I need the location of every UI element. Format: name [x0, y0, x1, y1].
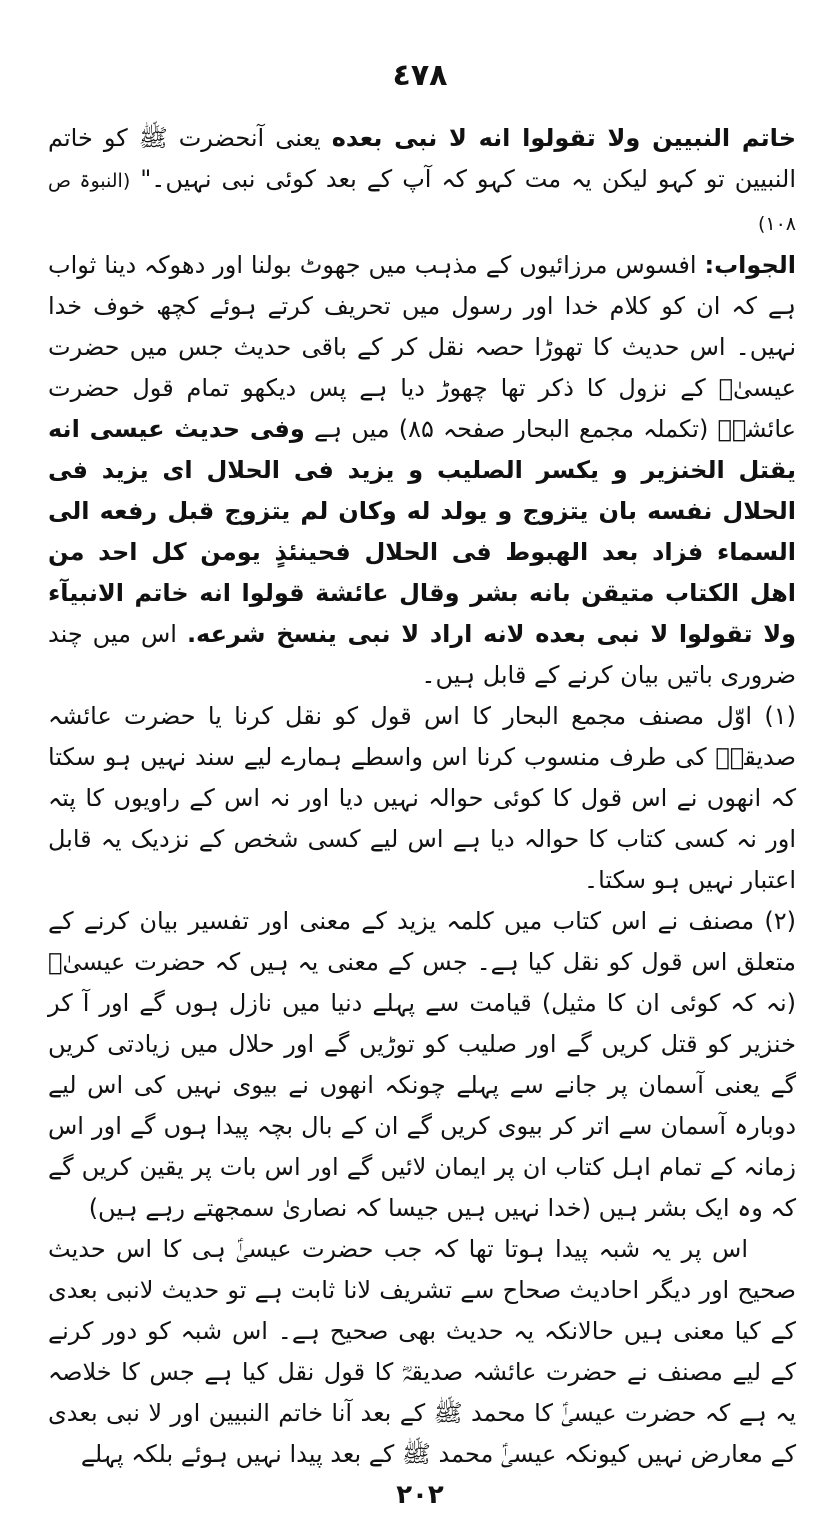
reference-citation: (النبوۃ ص ۱۰۸) — [48, 170, 796, 235]
urdu-text: یعنی آنحضرت ﷺ کو خاتم النبیین تو کہو لیکن یہ مت کہو کہ آپ کے بعد کوئی نبی نہیں۔" — [48, 124, 796, 193]
paragraph-point-1: (۱) اوّل مصنف مجمع البحار کا اس قول کو نقل کرنا یا حضرت عائشہ صدیقہؓ کی طرف منسوب کرنا اس واسطے ہمارے لیے سند نہیں ہو سکتا کہ انھوں نے اس قول کا کوئی حوالہ نہیں دیا اور نہ اس کے راویوں کا پتہ اور نہ کسی کتاب کا حوالہ دیا ہے اس لیے کسی شخص کے نزدیک یہ قابل اعتبار نہیں ہو سکتا۔ — [48, 702, 796, 894]
paragraph-answer — [48, 245, 796, 696]
bottom-page-number: ٢٠٢ — [396, 1480, 444, 1510]
page-text-body — [48, 118, 796, 1475]
arabic-quote: خاتم النبیین ولا تقولوا انه لا نبی بعده — [331, 124, 796, 152]
paragraph-point-2: (۲) مصنف نے اس کتاب میں کلمہ یزید کے معنی اور تفسیر بیان کرنے کے متعلق اس قول کو نقل کیا ہے۔ جس کے معنی یہ ہیں کہ حضرت عیسیٰؑ (نہ کہ کوئی ان کا مثیل) قیامت سے پہلے دنیا میں نازل ہوں گے اور آ کر خنزیر کو قتل کریں گے اور صلیب کو توڑیں گے اور حلال میں زیادتی کریں گے یعنی آسمان پر جانے سے پہلے چونکہ انھوں نے بیوی نہیں کی اس لیے دوبارہ آسمان سے اتر کر بیوی کریں گے ان کے بال بچہ پیدا ہوں گے اور اس زمانہ کے تمام اہل کتاب ان پر ایمان لائیں گے اور اس بات پر یقین کریں گے کہ وہ ایک بشر ہیں (خدا نہیں ہیں جیسا کہ نصاریٰ سمجھتے رہے ہیں) — [48, 907, 796, 1222]
answer-heading: الجواب: — [704, 251, 796, 279]
urdu-text: اس میں چند ضروری باتیں بیان کرنے کے قابل ہیں۔ — [48, 620, 796, 689]
top-page-number: ٤٧٨ — [392, 58, 448, 93]
paragraph-quote — [48, 118, 796, 245]
arabic-hadith: وفی حدیث عیسی انه یقتل الخنزیر و یکسر الصلیب و یزید فی الحلال ای یزید فی الحلال نفسه بان یتزوج و یولد له وکان لم یتزوج قبل رفعه الی السماء فزاد بعد الهبوط فی الحلال فحینئذٍ یومن کل احد من اهل الکتاب متیقن بانه بشر وقال عائشة قولوا انه خاتم الانبیآء ولا تقولوا لا نبی بعده لانه اراد لا نبی ینسخ شرعه. — [48, 415, 796, 648]
urdu-text: افسوس مرزائیوں کے مذہب میں جھوٹ بولنا اور دھوکہ دینا ثواب ہے کہ ان کو کلام خدا اور رسول میں تحریف کرتے ہوئے کچھ خوف خدا نہیں۔ اس حدیث کا تھوڑا حصہ نقل کر کے باقی حدیث جس میں حضرت عیسیٰؑ کے نزول کا ذکر تھا چھوڑ دیا ہے پس دیکھو تمام قول حضرت عائشہؓ (تکملہ مجمع البحار صفحہ ۸۵) میں ہے — [48, 251, 796, 443]
paragraph-explanation: اس پر یہ شبہ پیدا ہوتا تھا کہ جب حضرت عیسیٰؑ ہی کا اس حدیث صحیح اور دیگر احادیث صحاح سے تشریف لانا ثابت ہے تو حدیث لانبی بعدی کے کیا معنی ہیں حالانکہ یہ حدیث بھی صحیح ہے۔ اس شبہ کو دور کرنے کے لیے مصنف نے حضرت عائشہ صدیقہؓ کا قول نقل کیا ہے جس کا خلاصہ یہ ہے کہ حضرت عیسیٰؑ کا محمد ﷺ کے بعد آنا خاتم النبیین اور لا نبی بعدی کے معارض نہیں کیونکہ عیسیٰؑ محمد ﷺ کے بعد پیدا نہیں ہوئے بلکہ پہلے — [48, 1235, 796, 1468]
